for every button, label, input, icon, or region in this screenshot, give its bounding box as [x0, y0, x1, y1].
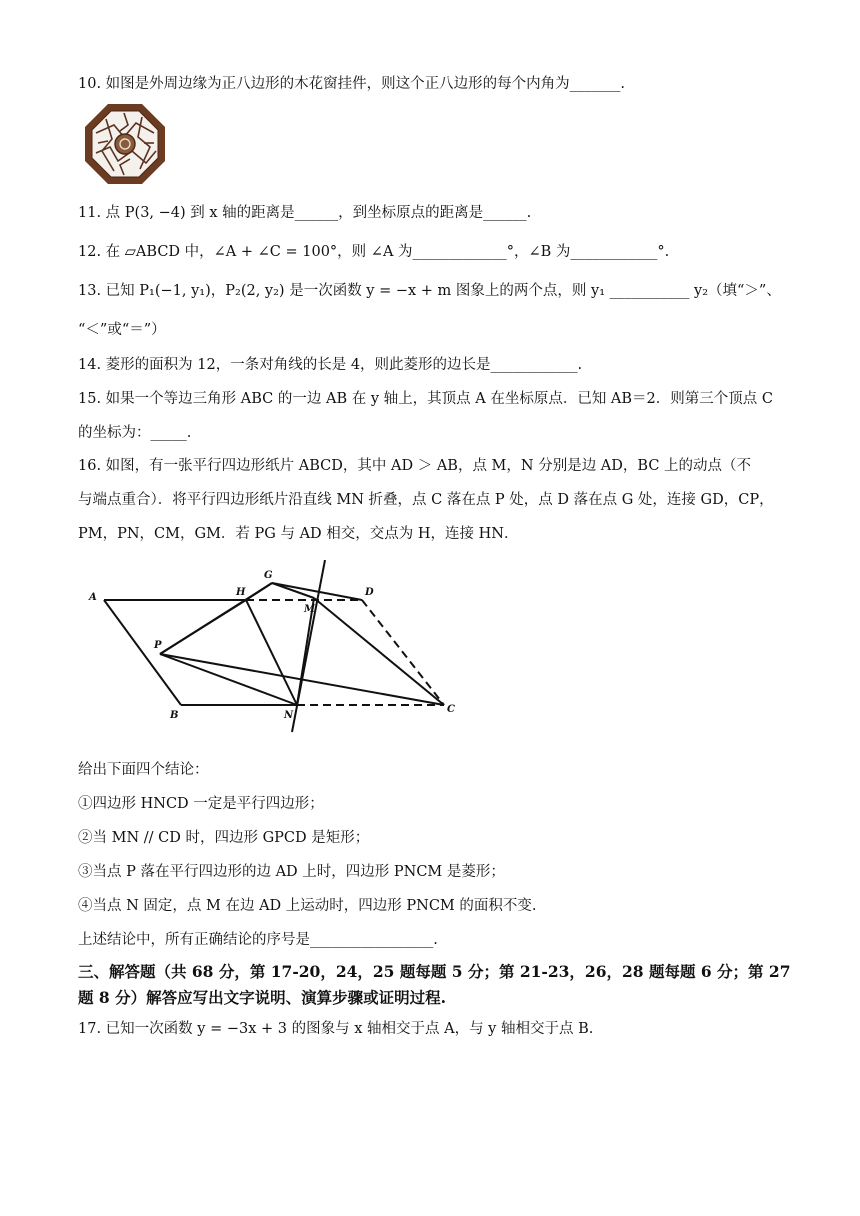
question-10: 10. 如图是外周边缘为正八边形的木花窗挂件，则这个正八边形的每个内角为_______. [78, 76, 626, 92]
conclusions-intro: 给出下面四个结论： [78, 762, 209, 778]
edge-ab [104, 600, 181, 705]
question-16-line-2: 与端点重合）．将平行四边形纸片沿直线 MN 折叠，点 C 落在点 P 处，点 D 落在点 G 处，连接 GD，CP， [78, 492, 774, 508]
conclusion-4: ④当点 N 固定，点 M 在边 AD 上运动时，四边形 PNCM 的面积不变. [78, 898, 537, 914]
label-n: N [284, 710, 294, 721]
question-16-line-3: PM，PN，CM，GM．若 PG 与 AD 相交，交点为 H，连接 HN． [78, 526, 519, 542]
question-14: 14. 菱形的面积为 12，一条对角线的长是 4，则此菱形的边长是____________. [78, 357, 583, 373]
label-p: P [154, 640, 162, 651]
section-3-header-line-2: 题 8 分）解答应写出文字说明、演算步骤或证明过程. [78, 988, 446, 1007]
parallelogram-fold-figure [84, 560, 484, 740]
conclusion-1: ①四边形 HNCD 一定是平行四边形； [78, 796, 324, 812]
label-b: B [170, 710, 179, 721]
question-13-line-1: 13. 已知 P₁(−1, y₁)，P₂(2, y₂) 是一次函数 y = −x + m 图象上的两个点，则 y₁ ___________ y₂（填“＞”、 [78, 283, 781, 299]
question-13-line-2: “＜”或“＝”） [78, 322, 166, 338]
question-15-line-2: 的坐标为：_____. [78, 425, 192, 441]
question-16-line-1: 16. 如图，有一张平行四边形纸片 ABCD，其中 AD ＞ AB，点 M，N 分别是边 AD，BC 上的动点（不 [78, 458, 752, 474]
question-17: 17. 已知一次函数 y = −3x + 3 的图象与 x 轴相交于点 A，与 y 轴相交于点 B. [78, 1021, 594, 1037]
octagon-window-image [84, 103, 166, 185]
segment-mc [314, 598, 444, 705]
question-12: 12. 在 ▱ABCD 中，∠A + ∠C = 100°，则 ∠A 为_____________°，∠B 为____________°. [78, 244, 670, 260]
label-c: C [447, 704, 455, 715]
conclusion-3: ③当点 P 落在平行四边形的边 AD 上时，四边形 PNCM 是菱形； [78, 864, 505, 880]
question-11: 11. 点 P(3, −4) 到 x 轴的距离是______，到坐标原点的距离是______. [78, 205, 532, 221]
question-15-line-1: 15. 如果一个等边三角形 ABC 的一边 AB 在 y 轴上，其顶点 A 在坐标原点．已知 AB＝2．则第三个顶点 C [78, 391, 773, 407]
label-a: A [89, 592, 97, 603]
label-m: M [304, 604, 316, 615]
label-h: H [236, 587, 246, 598]
section-3-header-line-1: 三、解答题（共 68 分，第 17-20，24，25 题每题 5 分；第 21-23，26，28 题每题 6 分；第 27 [78, 962, 791, 981]
answer-prompt: 上述结论中，所有正确结论的序号是_________________. [78, 932, 438, 948]
label-d: D [365, 587, 374, 598]
label-g: G [264, 570, 273, 581]
conclusion-2: ②当 MN // CD 时，四边形 GPCD 是矩形； [78, 830, 370, 846]
fold-line-mn [292, 560, 325, 732]
dashed-dc [362, 600, 444, 705]
